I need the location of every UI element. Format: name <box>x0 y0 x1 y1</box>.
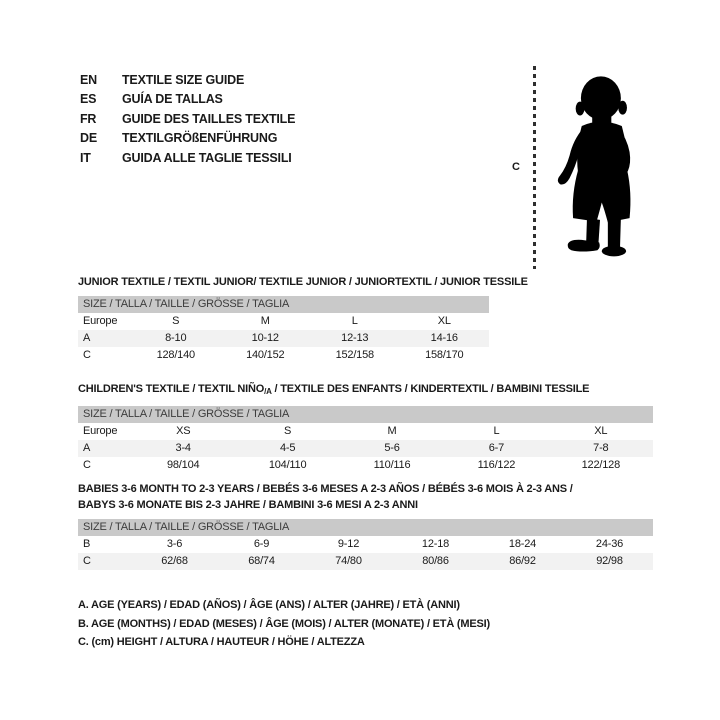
table-title-text: / TEXTILE DES ENFANTS / KINDERTEXTIL / BAMBINI TESSILE <box>271 383 590 395</box>
row-label: C <box>83 459 91 471</box>
table-cell: 12-18 <box>421 538 450 550</box>
size-header-bar: SIZE / TALLA / TAILLE / GRÖSSE / TAGLIA <box>78 519 653 536</box>
table-cell: 98/104 <box>166 459 200 471</box>
table-cell: 68/74 <box>248 555 275 567</box>
table-cell: 122/128 <box>581 459 621 471</box>
table-cell: M <box>260 315 270 327</box>
row-label: C <box>83 555 91 567</box>
table-row <box>78 330 489 347</box>
children-textile-table <box>78 382 653 474</box>
footnote-age-years: A. AGE (YEARS) / EDAD (AÑOS) / ÂGE (ANS) / ALTER (JAHRE) / ETÀ (ANNI) <box>78 599 460 611</box>
table-cell: 128/140 <box>156 349 195 361</box>
table-cell: 80/86 <box>422 555 449 567</box>
table-cell: 62/68 <box>161 555 188 567</box>
table-cell: 152/158 <box>335 349 374 361</box>
language-title: GUÍA DE TALLAS <box>122 92 223 107</box>
language-title: TEXTILGRÖßENFÜHRUNG <box>122 131 278 146</box>
row-label: B <box>83 538 91 550</box>
table-cell: 116/122 <box>477 459 516 471</box>
table-cell: 104/110 <box>268 459 307 471</box>
table-cell: 110/116 <box>373 459 411 471</box>
language-row <box>80 90 295 109</box>
table-row <box>78 313 489 330</box>
table-cell: L <box>493 425 500 437</box>
table-cell: 24-36 <box>595 538 624 550</box>
row-label: Europe <box>83 315 118 327</box>
language-code: ES <box>80 92 97 107</box>
table-cell: 10-12 <box>251 332 279 344</box>
language-code: FR <box>80 111 97 126</box>
language-code: IT <box>80 150 91 165</box>
language-row <box>80 149 295 168</box>
table-title-subscript: /A <box>264 387 272 396</box>
table-cell: 9-12 <box>337 538 360 550</box>
language-code: DE <box>80 131 97 146</box>
table-cell: L <box>351 315 358 327</box>
table-cell: 5-6 <box>384 442 400 454</box>
row-label: A <box>83 332 91 344</box>
footnotes <box>78 596 490 652</box>
table-cell: 158/170 <box>425 349 464 361</box>
language-title: TEXTILE SIZE GUIDE <box>122 73 245 87</box>
size-header-bar: SIZE / TALLA / TAILLE / GRÖSSE / TAGLIA <box>78 406 653 423</box>
table-row <box>78 440 653 457</box>
language-row <box>80 129 295 148</box>
table-cell: M <box>387 425 397 437</box>
table-cell: S <box>172 315 180 327</box>
table-cell: 18-24 <box>508 538 537 550</box>
table-cell: 86/92 <box>509 555 536 567</box>
language-row <box>80 71 295 90</box>
table-row <box>78 536 653 553</box>
row-label: A <box>83 442 91 454</box>
table-cell: 14-16 <box>430 332 458 344</box>
language-title: GUIDA ALLE TAGLIE TESSILI <box>122 150 292 165</box>
footnote-age-months: B. AGE (MONTHS) / EDAD (MESES) / ÂGE (MOIS) / ALTER (MONATE) / ETÀ (MESI) <box>78 617 490 630</box>
table-cell: XL <box>594 425 608 437</box>
junior-textile-table <box>78 275 528 364</box>
language-row <box>80 110 295 129</box>
table-cell: 140/152 <box>246 349 285 361</box>
table-rows <box>78 423 653 474</box>
footnote-height: C. (cm) HEIGHT / ALTURA / HAUTEUR / HÖHE / ALTEZZA <box>78 636 365 648</box>
table-cell: XL <box>437 315 451 327</box>
table-title-text: JUNIOR TEXTILE / TEXTIL JUNIOR/ TEXTILE JUNIOR / JUNIORTEXTIL / JUNIOR TESSILE <box>78 276 528 288</box>
table-row <box>78 553 653 570</box>
table-cell: 7-8 <box>593 442 609 454</box>
table-title <box>78 481 653 513</box>
table-cell: 74/80 <box>335 555 362 567</box>
babies-textile-table <box>78 481 653 570</box>
table-title-line1: BABIES 3-6 MONTH TO 2-3 YEARS / BEBÉS 3-6 MESES A 2-3 AÑOS / BÉBÉS 3-6 MOIS À 2-3 ANS / <box>78 483 573 495</box>
table-rows <box>78 536 653 570</box>
table-rows <box>78 313 489 364</box>
table-cell: 3-4 <box>175 442 191 454</box>
table-cell: S <box>284 425 292 437</box>
language-title: GUIDE DES TAILLES TEXTILE <box>122 111 296 126</box>
table-cell: 4-5 <box>279 442 296 454</box>
language-legend <box>80 71 295 168</box>
table-title-line2: BABYS 3-6 MONATE BIS 2-3 JAHRE / BAMBINI 3-6 MESI A 2-3 ANNI <box>78 499 418 511</box>
height-measure-dotted-line <box>533 66 536 269</box>
toddler-silhouette-icon <box>547 60 660 271</box>
table-cell: 6-9 <box>253 538 270 550</box>
table-cell: 6-7 <box>488 442 505 454</box>
table-row <box>78 347 489 364</box>
table-cell: 3-6 <box>166 538 183 550</box>
row-label: C <box>83 349 91 361</box>
language-code: EN <box>80 73 97 87</box>
table-cell: 92/98 <box>596 555 623 567</box>
table-title <box>78 382 653 399</box>
row-label: Europe <box>83 425 118 437</box>
table-row <box>78 457 653 474</box>
table-row <box>78 423 653 440</box>
size-header-bar: SIZE / TALLA / TAILLE / GRÖSSE / TAGLIA <box>78 296 489 313</box>
table-cell: 8-10 <box>165 332 187 344</box>
table-cell: 12-13 <box>341 332 369 344</box>
table-cell: XS <box>176 425 191 437</box>
height-measure-label: C <box>512 161 520 173</box>
table-title-text: CHILDREN'S TEXTILE / TEXTIL NIÑO <box>78 383 265 395</box>
table-title <box>78 275 528 289</box>
